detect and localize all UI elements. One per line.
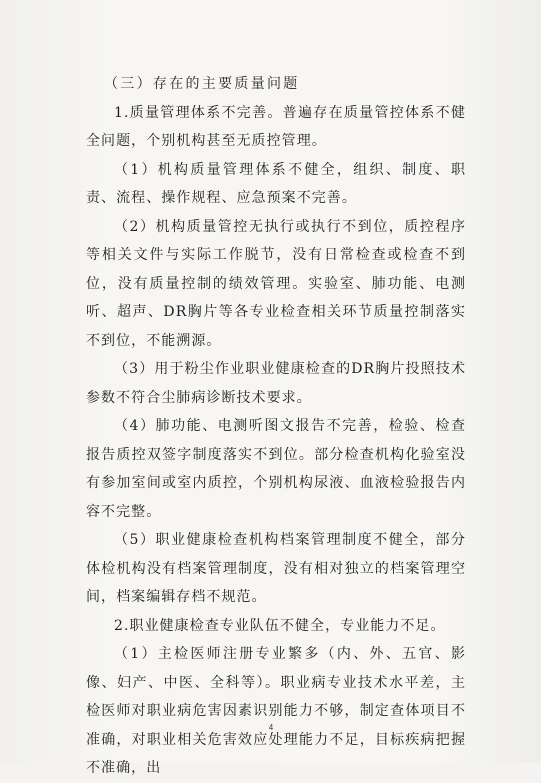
paragraph: （5）职业健康检查机构档案管理制度不健全，部分体检机构没有档案管理制度，没有相对独立的档案管理空间，档案编辑存档不规范。 [86,532,466,605]
section-heading: （三）存在的主要质量问题 [104,76,300,92]
paragraph: （1）主检医师注册专业繁多（内、外、五官、影像、妇产、中医、全科等）。职业病专业技术水平差，主检医师对职业病危害因素识别能力不够，制定查体项目不准确，对职业相关危害效应处理能力不足，目标疾病把握不准确，出 [86,646,466,776]
paragraph: 1.质量管理体系不完善。普遍存在质量管控体系不健全问题，个别机构甚至无质控管理。 [86,104,466,149]
paragraph: （3）用于粉尘作业职业健康检查的DR胸片投照技术参数不符合尘肺病诊断技术要求。 [86,361,466,406]
document-body [86,70,466,783]
paragraph: （2）机构质量管控无执行或执行不到位，质控程序等相关文件与实际工作脱节，没有日常检查或检查不到位，没有质量控制的绩效管理。实验室、肺功能、电测听、超声、DR胸片等各专业检查相关环节质量控制落实不到位，不能溯源。 [86,218,466,349]
paragraph: （1）机构质量管理体系不健全，组织、制度、职责、流程、操作规程、应急预案不完善。 [86,161,466,206]
page-number: 4 [268,723,274,732]
header-mark [242,9,308,18]
paragraph: （4）肺功能、电测听图文报告不完善，检验、检查报告质控双签字制度落实不到位。部分检查机构化验室没有参加室间或室内质控，个别机构尿液、血液检验报告内容不完整。 [86,418,466,520]
paragraph: 2.职业健康检查专业队伍不健全，专业能力不足。 [114,617,446,634]
